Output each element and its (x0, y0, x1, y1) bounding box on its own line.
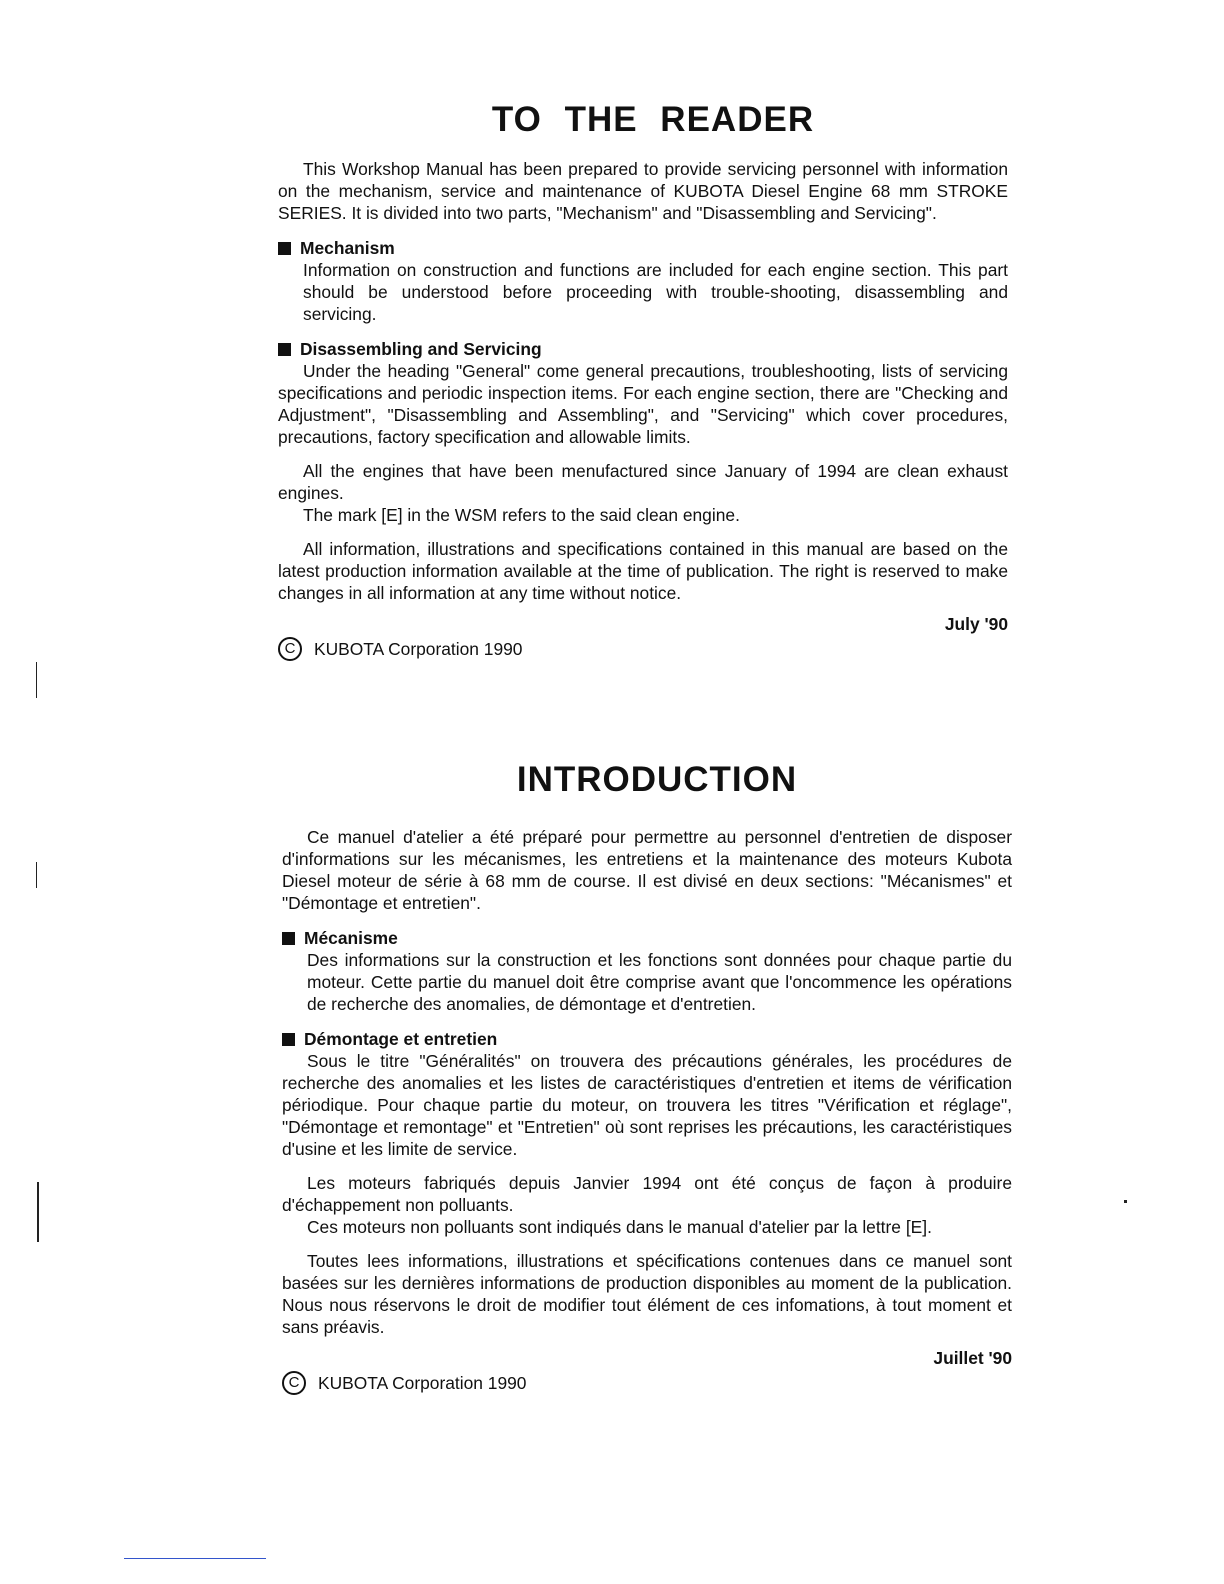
disassembling-heading-label: Disassembling and Servicing (300, 339, 542, 359)
square-bullet-icon (282, 1033, 295, 1046)
mecanisme-heading-label: Mécanisme (304, 928, 398, 948)
disclaimer-fr-paragraph: Toutes lees informations, illustrations et spécifications contenues dans ce manuel sont basées sur les dernières informations de production disponibles au moment de la publication. Nous nous réservons le droit de modifier tout élément de ces infomations, à tout moment et sans préavis. (282, 1251, 1012, 1337)
demontage-heading (282, 1028, 1012, 1050)
copyright-text-fr: KUBOTA Corporation 1990 (318, 1372, 527, 1393)
mark-note-fr-paragraph: Ces moteurs non polluants sont indiqués dans le manual d'atelier par la lettre [E]. (307, 1217, 932, 1237)
copyright-line-fr (282, 1371, 1012, 1395)
square-bullet-icon (282, 932, 295, 945)
publication-date-fr: Juillet '90 (933, 1348, 1012, 1368)
mechanism-heading-label: Mechanism (300, 238, 395, 258)
mark-note-paragraph: The mark [E] in the WSM refers to the said clean engine. (303, 505, 740, 525)
publication-date: July '90 (944, 614, 1008, 634)
reader-intro-paragraph: This Workshop Manual has been prepared to provide servicing personnel with information on the mechanism, service and maintenance of KUBOTA Diesel Engine 68 mm STROKE SERIES. It is divided into two parts, "Mechanism" and "Disassembling and Servicing". (278, 159, 1008, 223)
mechanism-heading (278, 237, 1008, 259)
mecanisme-paragraph: Des informations sur la construction et les fonctions sont données pour chaque partie du moteur. Cette partie du manuel doit être comprise avant que l'oncommence les opérations de recherche des anomalies, de démontage et d'entretien. (307, 950, 1012, 1014)
demontage-heading-label: Démontage et entretien (304, 1029, 498, 1049)
scan-artifact (37, 1182, 39, 1242)
to-the-reader-section (278, 100, 1008, 661)
scan-artifact (36, 862, 37, 888)
introduction-intro-paragraph: Ce manuel d'atelier a été préparé pour permettre au personnel d'entretien de disposer d'informations sur les mécanismes, les entretiens et la maintenance des moteurs Kubota Diesel moteur de série à 68 mm de course. Il est divisé en deux sections: "Mécanismes" et "Démontage et entretien". (282, 827, 1012, 913)
footer-rule (124, 1558, 266, 1559)
copyright-icon: C (278, 637, 302, 661)
page-title: TO THE READER (491, 100, 815, 139)
disassembling-paragraph: Under the heading "General" come general precautions, troubleshooting, lists of servicing specifications and periodic inspection items. For each engine section, there are "Checking and Adjustment", "Disassembling and Assembling", and "Servicing" which cover procedures, precautions, factory specification and allowable limits. (278, 361, 1008, 447)
disclaimer-paragraph: All information, illustrations and specifications contained in this manual are based on the latest production information available at the time of publication. The right is reserved to make changes in all information at any time without notice. (278, 539, 1008, 603)
copyright-icon: C (282, 1371, 306, 1395)
mecanisme-heading (282, 927, 1012, 949)
square-bullet-icon (278, 343, 291, 356)
mechanism-paragraph: Information on construction and functions are included for each engine section. This part should be understood before proceeding with trouble-shooting, disassembling and servicing. (303, 260, 1008, 324)
copyright-line (278, 637, 1008, 661)
introduction-section (282, 760, 1012, 1395)
clean-engines-paragraph: All the engines that have been menufactured since January of 1994 are clean exhaust engines. (278, 461, 1008, 503)
square-bullet-icon (278, 242, 291, 255)
disassembling-heading (278, 338, 1008, 360)
scan-artifact (36, 662, 37, 698)
demontage-paragraph: Sous le titre "Généralités" on trouvera des précautions générales, les procédures de recherche des anomalies et les listes de caractéristiques d'entretien et items de vérification périodique. Pour chaque partie du moteur, on trouvera les titres "Vérification et réglage", "Démontage et remontage" et "Entretien" où sont reprises les précautions, les caractéristiques d'usine et les limite de service. (282, 1051, 1012, 1159)
scan-artifact (1124, 1200, 1127, 1203)
copyright-text: KUBOTA Corporation 1990 (314, 638, 523, 659)
moteurs-paragraph: Les moteurs fabriqués depuis Janvier 1994 ont été conçus de façon à produire d'échappement non polluants. (282, 1173, 1012, 1215)
introduction-title: INTRODUCTION (516, 760, 798, 799)
